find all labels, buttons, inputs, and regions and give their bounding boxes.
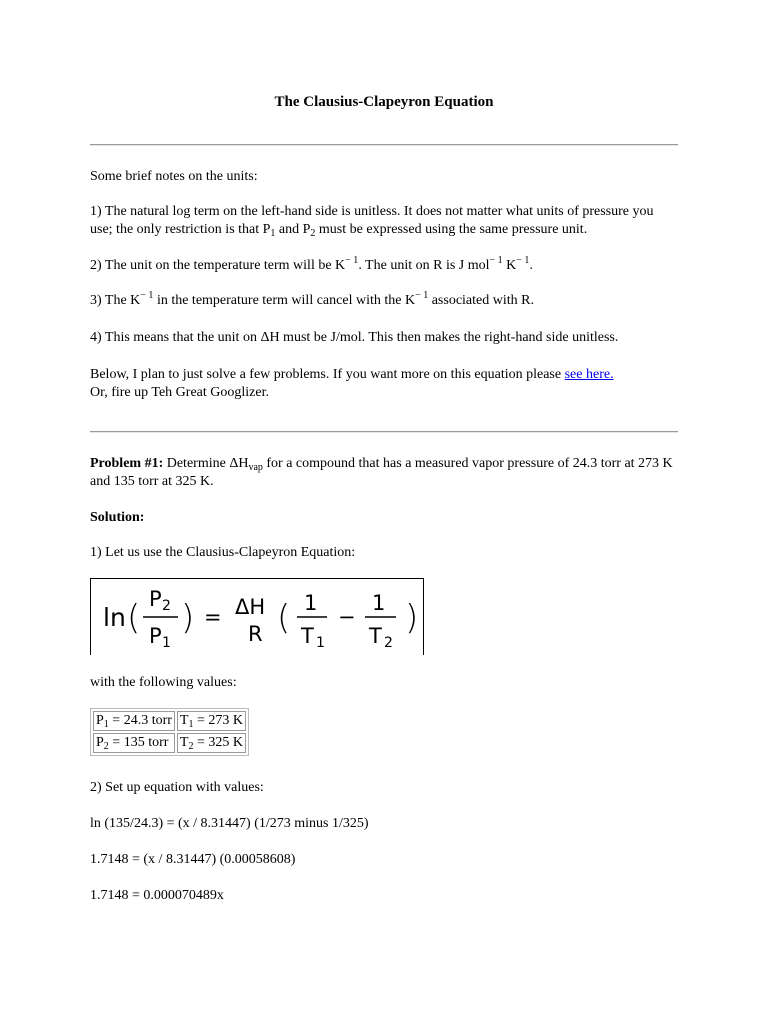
table-row	[93, 711, 246, 731]
note-3-sup-2: − 1	[415, 290, 429, 301]
note-2-sup-1: − 1	[345, 255, 359, 266]
note-1-sub-1: 1	[270, 228, 276, 239]
note-3-text-b: in the temperature term will cancel with the K	[153, 293, 416, 308]
eq-t1: T	[301, 624, 314, 648]
note-2-sup-2: − 1	[489, 255, 503, 266]
eq-t2: T	[369, 624, 382, 648]
clausius-clapeyron-equation	[91, 579, 423, 655]
value-p2: $P_2 = 135$ torr	[93, 733, 175, 753]
eq-equals: =	[204, 605, 222, 629]
note-1-text-c: must be expressed using the same pressure unit.	[315, 222, 588, 237]
solution-label-text: Solution:	[90, 510, 145, 525]
eq-r: R	[248, 622, 263, 646]
note-2	[90, 257, 678, 275]
step-2: 2) Set up equation with values:	[90, 780, 264, 795]
note-2-text-d: .	[529, 258, 533, 273]
eq-paren-close-2: )	[405, 598, 419, 638]
value-t1: $T_1 = 273$ K	[177, 711, 246, 731]
eq-p1-sub: 1	[162, 635, 171, 651]
eq-paren-close-1: )	[181, 598, 195, 638]
note-1	[90, 203, 678, 239]
solution-label	[90, 509, 678, 527]
note-1-sub-2: 2	[310, 228, 316, 239]
value-p1: $P_1 = 24.3$ torr	[93, 711, 175, 731]
note-2-text-b: . The unit on R is J mol	[358, 258, 490, 273]
eq-ln: ln	[103, 603, 126, 632]
note-2-text-a: 2) The unit on the temperature term will be K	[90, 258, 346, 273]
eq-p2-sub: 2	[162, 598, 171, 614]
values-table	[90, 708, 249, 756]
note-3-text-a: 3) The K	[90, 293, 141, 308]
note-2-text-c: K	[502, 258, 517, 273]
eq-t1-sub: 1	[316, 635, 325, 651]
units-intro: Some brief notes on the units:	[90, 169, 258, 184]
divider	[90, 144, 678, 146]
below-text-b: Or, fire up Teh Great Googlizer.	[90, 385, 269, 400]
note-3-text-c: associated with R.	[428, 293, 534, 308]
problem-text-a: Determine ΔH	[163, 456, 249, 471]
divider	[90, 431, 678, 433]
note-3-sup-1: − 1	[140, 290, 154, 301]
equation-box	[90, 578, 424, 655]
step-1: 1) Let us use the Clausius-Clapeyron Equation:	[90, 545, 356, 560]
problem-sub: vap	[248, 462, 263, 473]
eq-minus: −	[338, 605, 356, 629]
below-text-a: Below, I plan to just solve a few problems. If you want more on this equation please	[90, 367, 565, 382]
eq-t2-sub: 2	[384, 635, 393, 651]
eq-p2: P	[149, 587, 162, 611]
below-paragraph	[90, 366, 678, 402]
equation-line-3: 1.7148 = 0.000070489x	[90, 888, 224, 903]
eq-delta-h: ΔH	[235, 595, 266, 619]
see-here-link[interactable]: see here.	[564, 367, 614, 382]
eq-p1: P	[149, 624, 162, 648]
equation-line-2: 1.7148 = (x / 8.31447) (0.00058608)	[90, 852, 296, 867]
note-3	[90, 292, 678, 310]
problem-label: Problem #1:	[90, 456, 164, 471]
page-title: The Clausius-Clapeyron Equation	[274, 94, 494, 110]
equation-line-1: ln (135/24.3) = (x / 8.31447) (1/273 minus 1/325)	[90, 816, 369, 831]
eq-paren-open-2: (	[277, 598, 291, 638]
problem-text-b: for a compound that has a measured vapor pressure of 24.3 torr at 273 K and 135 torr at 325 K.	[90, 456, 673, 489]
eq-one-a: 1	[304, 591, 318, 615]
value-t2: $T_2 = 325$ K	[177, 733, 246, 753]
table-row	[93, 733, 246, 753]
note-4: 4) This means that the unit on ΔH must be J/mol. This then makes the right-hand side unitless.	[90, 330, 619, 345]
note-1-text-a: 1) The natural log term on the left-hand side is unitless. It does not matter what units of pressure you use; the only restriction is that P	[90, 204, 654, 237]
with-values: with the following values:	[90, 675, 237, 690]
eq-one-b: 1	[372, 591, 386, 615]
eq-paren-open-1: (	[127, 598, 141, 638]
note-2-sup-3: − 1	[516, 255, 530, 266]
problem-1	[90, 455, 678, 491]
note-1-text-b: and P	[275, 222, 311, 237]
